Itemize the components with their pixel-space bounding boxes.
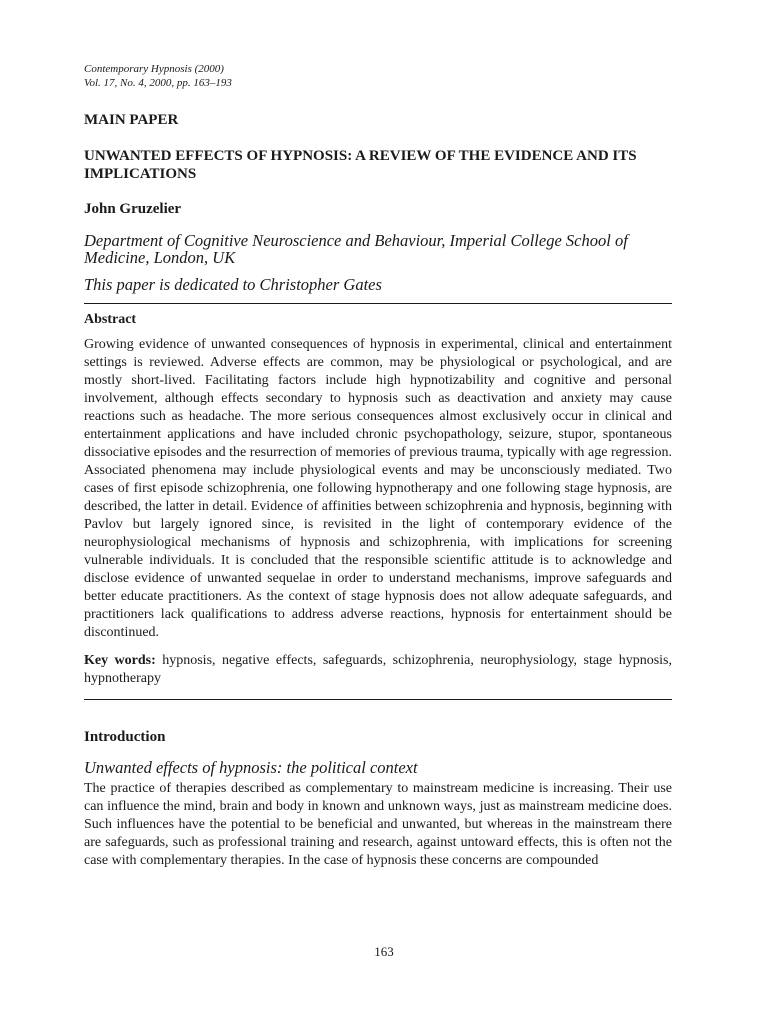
keywords [84, 652, 672, 688]
paper-page [84, 62, 672, 870]
divider-top [84, 303, 672, 304]
journal-volume: Vol. 17, No. 4, 2000, pp. 163–193 [84, 77, 232, 89]
dedication: This paper is dedicated to Christopher Gates [84, 275, 382, 294]
abstract-heading: Abstract [84, 312, 137, 327]
journal-citation [84, 62, 672, 90]
page-number: 163 [374, 944, 394, 959]
introduction-text: The practice of therapies described as complementary to mainstream medicine is increasing. Their use can influence the mind, brain and body in known and unknown ways, just as mainstream medicine does. Such influences have the potential to be beneficial and unwanted, but whereas in the mainstream there are safeguards, such as professional training and research, against untoward effects, this is often not the case with complementary therapies. In the case of hypnosis these concerns are compounded [84, 781, 672, 868]
abstract-text: Growing evidence of unwanted consequences of hypnosis in experimental, clinical and entertainment settings is reviewed. Adverse effects are common, may be physiological or psychological, and are mostly short-lived. Facilitating factors include high hypnotizability and cognitive and personal involvement, although effects secondary to hypnosis such as deactivation and anxiety may cause reactions such as headache. The more serious consequences almost exclusively occur in clinical and entertainment applications and have included chronic psychopathology, seizure, stupor, spontaneous dissociative episodes and the resurrection of memories of previous trauma, typically with age regression. Associated phenomena may include physiological events and may be unconsciously mediated. Two cases of first episode schizophrenia, one following hypnotherapy and one following stage hypnosis, are described, the latter in detail. Evidence of affinities between schizophrenia and hypnosis, beginning with Pavlov but largely ignored since, is revisited in the light of contemporary evidence of the neurophysiological mechanisms of hypnosis and schizophrenia, with implications for screening vulnerable individuals. It is concluded that the responsible scientific attitude is to acknowledge and disclose evidence of unwanted sequelae in order to understand mechanisms, improve safeguards and better educate practitioners. As the context of stage hypnosis does not allow adequate safeguards, and practitioners lack qualifications to address adverse reactions, hypnosis for entertainment should be discontinued. [84, 337, 672, 640]
article-title: UNWANTED EFFECTS OF HYPNOSIS: A REVIEW OF THE EVIDENCE AND ITS IMPLICATIONS [84, 148, 637, 182]
author-affiliation: Department of Cognitive Neuroscience and Behaviour, Imperial College School of Medicine, London, UK [84, 231, 628, 267]
introduction-subheading: Unwanted effects of hypnosis: the political context [84, 758, 418, 777]
keywords-label: Key words: [84, 653, 156, 668]
keywords-list: hypnosis, negative effects, safeguards, schizophrenia, neurophysiology, stage hypnosis, hypnotherapy [84, 653, 672, 686]
introduction-heading: Introduction [84, 729, 166, 745]
section-label: MAIN PAPER [84, 112, 179, 128]
journal-name: Contemporary Hypnosis (2000) [84, 63, 224, 75]
divider-bottom [84, 699, 672, 700]
author-name: John Gruzelier [84, 201, 182, 217]
